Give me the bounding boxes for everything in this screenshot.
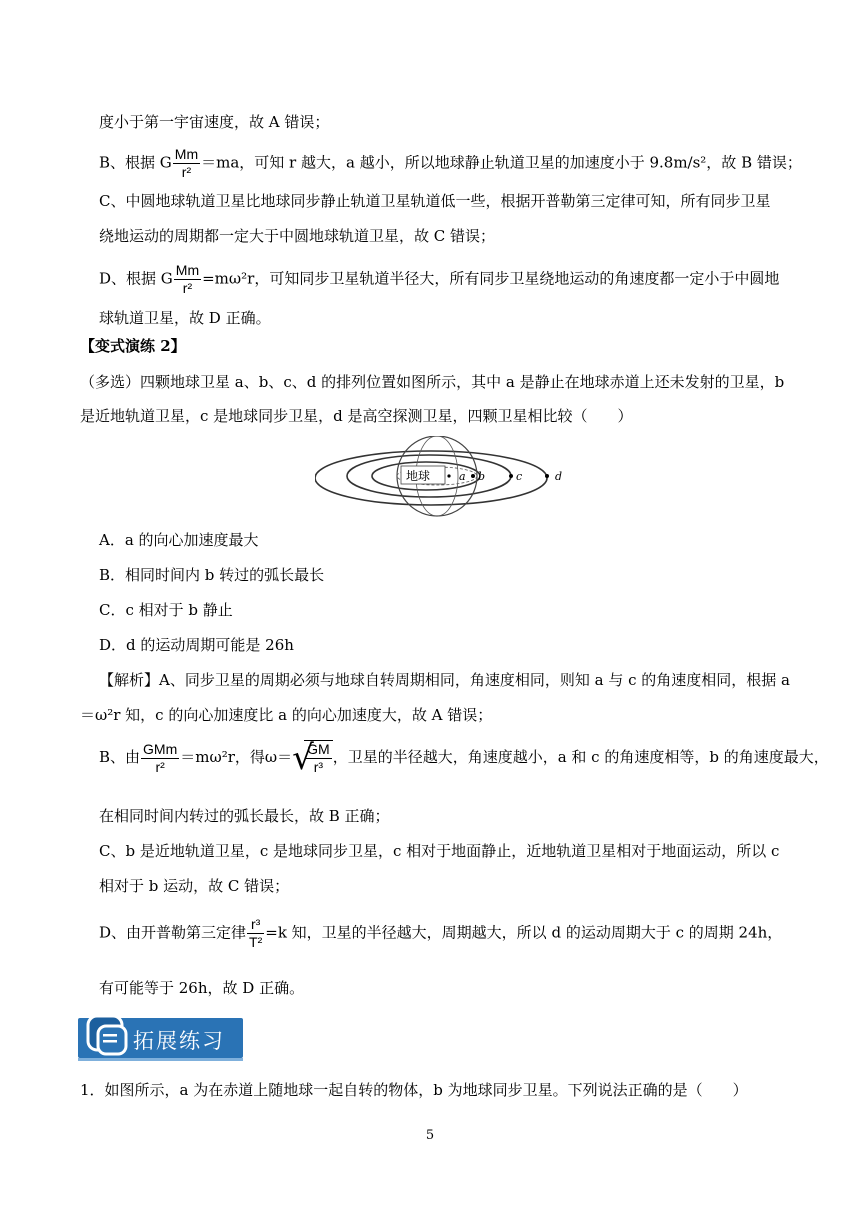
satellite-b-label: b	[478, 470, 486, 483]
satellite-c-dot	[509, 474, 513, 478]
satellite-d-label: d	[555, 470, 563, 483]
text-line: 球轨道卫星，故 D 正确。	[99, 309, 271, 327]
question-text: 是近地轨道卫星，c 是地球同步卫星，d 是高空探测卫星，四颗卫星相比较（ ）	[80, 407, 633, 425]
fraction: $\frac{\text{r³}}{\text{T²}}$	[249, 916, 263, 950]
fraction: $\frac{\text{GMm}}{\text{r²}}$	[143, 740, 178, 775]
practice-icon	[86, 1012, 130, 1064]
fraction: $\frac{Mm}{\text{r²}}$	[174, 146, 199, 180]
earth-label: 地球	[406, 469, 431, 483]
solution-text: D、由开普勒第三定律 $\frac{\text{r³}}{\text{T²}}$ =k 知，卫星的半径越大，周期越大，所以 d 的运动周期大于 c 的周期 24h，	[99, 916, 783, 950]
section-heading: 【变式演练 2】	[80, 337, 186, 355]
fraction: $\frac{GM}{\text{r³}}$	[307, 741, 330, 775]
solution-text: B、由 $\frac{\text{GMm}}{\text{r²}}$ ＝mω²r，得ω＝ √ $\frac{GM}{\text{r³}}$ ，卫星的半径越大，角速度越小，a 和 c 的角速度相等，b 的角速度最大，	[99, 738, 829, 778]
option-d: D．d 的运动周期可能是 26h	[99, 636, 294, 654]
satellite-b-dot	[471, 474, 475, 478]
page-number: 5	[425, 1128, 435, 1143]
square-root: √ $\frac{GM}{\text{r³}}$	[292, 740, 333, 776]
solution-text: 在相同时间内转过的弧长最长，故 B 正确；	[99, 807, 390, 825]
text-line: 度小于第一宇宙速度，故 A 错误；	[99, 113, 330, 131]
text-line: D、根据 G $\frac{Mm}{\text{r²}}$ =mω²r，可知同步卫星轨道半径大，所有同步卫星绕地运动的角速度都一定小于中圆地	[99, 262, 780, 296]
satellite-d-dot	[545, 474, 549, 478]
text-line: C、中圆地球轨道卫星比地球同步静止轨道卫星轨道低一些，根据开普勒第三定律可知，所有同步卫星	[99, 192, 771, 210]
question-text: （多选）四颗地球卫星 a、b、c、d 的排列位置如图所示，其中 a 是静止在地球赤道上还未发射的卫星，b	[80, 373, 785, 391]
satellite-c-label: c	[516, 470, 523, 483]
solution-text: 【解析】A、同步卫星的周期必须与地球自转周期相同，角速度相同，则知 a 与 c 的角速度相同，根据 a	[99, 671, 790, 689]
orbit-diagram	[315, 436, 575, 520]
solution-text: 相对于 b 运动，故 C 错误；	[99, 877, 290, 895]
option-c: C．c 相对于 b 静止	[99, 601, 233, 619]
text-line: 绕地运动的周期都一定大于中圆地球轨道卫星，故 C 错误；	[99, 227, 496, 245]
satellite-a-dot	[447, 474, 450, 477]
fraction: $\frac{Mm}{\text{r²}}$	[175, 262, 200, 296]
solution-text: 有可能等于 26h，故 D 正确。	[99, 979, 305, 997]
satellite-a-label: a	[459, 470, 466, 483]
solution-text: ＝ω²r 知，c 的向心加速度比 a 的向心加速度大，故 A 错误；	[80, 706, 493, 724]
exercise-text: 1．如图所示，a 为在赤道上随地球一起自转的物体，b 为地球同步卫星。下列说法正确的是（ ）	[80, 1081, 748, 1099]
text-line: B、根据 G $\frac{Mm}{\text{r²}}$ ＝ma，可知 r 越大，a 越小，所以地球静止轨道卫星的加速度小于 9.8m/s²，故 B 错误；	[99, 146, 802, 180]
banner-underline	[78, 1058, 243, 1061]
option-a: A．a 的向心加速度最大	[99, 531, 259, 549]
option-b: B．相同时间内 b 转过的弧长最长	[99, 566, 325, 584]
section-banner	[78, 1012, 243, 1062]
banner-title: 拓展练习	[133, 1029, 225, 1053]
solution-text: C、b 是近地轨道卫星，c 是地球同步卫星，c 相对于地面静止，近地轨道卫星相对于地面运动，所以 c	[99, 842, 780, 860]
